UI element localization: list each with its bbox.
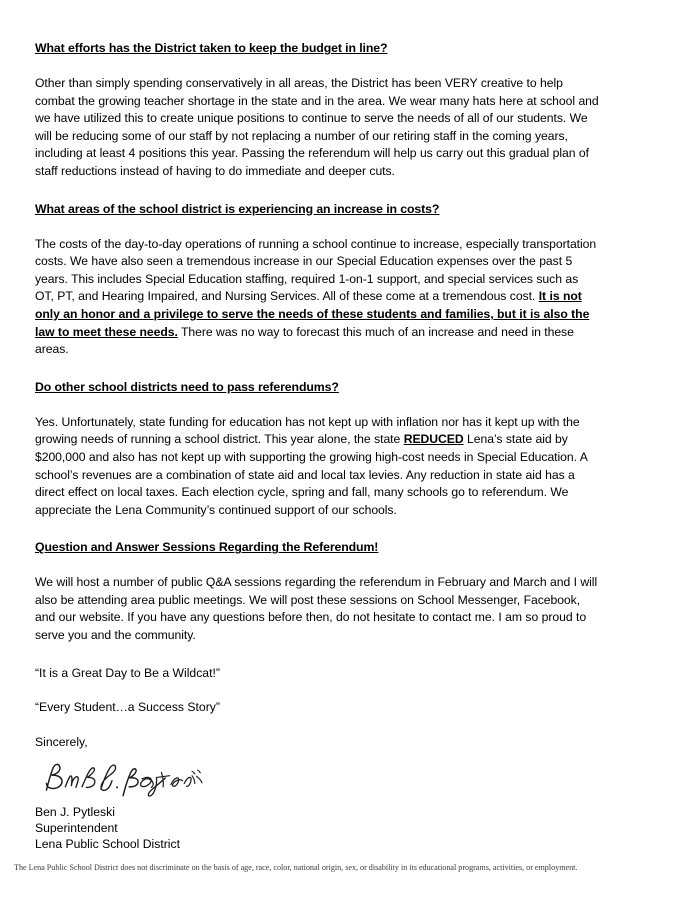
motto-quote-success-story: “Every Student…a Success Story” — [35, 700, 220, 715]
paragraph-text: We will host a number of public Q&A sessions regarding the referendum in February and March and I will also be attending area public meetings. We will post these sessions on School Messenger, Facebook, and our website. If you have any questions before then, do not hesitate to contact me. I am so proud to serve you and the community. — [35, 575, 598, 643]
spacer — [35, 58, 599, 75]
handwritten-signature-icon — [37, 759, 207, 799]
emphasis-text: It is not only an honor and a privilege to serve the needs of these students and families, but it is also the law to meet these needs. — [35, 289, 590, 339]
paragraph-text: Other than simply spending conservatively in all areas, the District has been VERY creative to help combat the growing teacher shortage in the state and in the area. We wear many hats here at school and we have utilized this to create unique positions to continue to serve the needs of all of our students. We will be reducing some of our staff by not replacing a number of our retiring staff in the coming years, including at least 4 positions this year. Passing the referendum will help us carry out this gradual plan of staff reductions instead of having to do immediate and deeper cuts. — [35, 76, 599, 178]
section-heading-text: Do other school districts need to pass referendums? — [35, 379, 339, 394]
section-heading-costs — [35, 201, 599, 217]
section-paragraph-costs — [35, 236, 599, 359]
document-body — [35, 40, 599, 852]
paragraph-text-lead: The costs of the day-to-day operations of running a school continue to increase, especially transportation costs. We have also seen a tremendous increase in our Special Education expenses over the past 5 years. This includes Special Education staffing, required 1-on-1 support, and special services such as OT, PT, and Hearing Impaired, and Nursing Services. All of these come at a tremendous cost. — [35, 236, 597, 304]
motto-quote-wildcat: “It is a Great Day to Be a Wildcat!” — [35, 665, 220, 680]
spacer — [35, 181, 599, 201]
signer-organization: Lena Public School District — [35, 836, 180, 851]
spacer — [35, 219, 599, 236]
section-paragraph-referendums — [35, 414, 599, 520]
paragraph-text-tail: There was no way to forecast this much of an increase and need in these areas. — [35, 324, 574, 357]
paragraph-text-lead: Yes. Unfortunately, state funding for education has not kept up with inflation nor has it kept up with the growing needs of running a school district. This year alone, the state — [35, 414, 580, 447]
signer-name: Ben J. Pytleski — [35, 805, 115, 820]
spacer — [35, 359, 599, 379]
section-heading-text: Question and Answer Sessions Regarding the Referendum! — [35, 540, 379, 555]
signer-title: Superintendent — [35, 821, 118, 836]
section-paragraph-budget — [35, 75, 599, 181]
spacer — [35, 645, 599, 665]
spacer — [35, 397, 599, 414]
section-heading-qa-sessions — [35, 539, 599, 555]
spacer — [35, 557, 599, 574]
section-heading-text: What efforts has the District taken to keep the budget in line? — [35, 41, 388, 55]
closing-salutation: Sincerely, — [35, 734, 88, 749]
spacer — [35, 682, 599, 699]
emphasis-text: REDUCED — [403, 432, 464, 447]
paragraph-text-tail: Lena’s state aid by $200,000 and also has not kept up with supporting the growing high-cost needs in Special Education. A school’s revenues are a combination of state aid and local tax levies. Any reduction in state aid has a direct effect on local taxes. Each election cycle, spring and fall, many schools go to referendum. We appreciate the Lena Community’s continued support of our schools. — [35, 432, 588, 517]
section-paragraph-qa-sessions — [35, 574, 599, 644]
section-heading-text: What areas of the school district is experiencing an increase in costs? — [35, 201, 440, 216]
section-heading-referendums — [35, 379, 599, 395]
spacer — [35, 519, 599, 539]
spacer — [35, 717, 599, 734]
section-heading-budget — [35, 40, 599, 56]
nondiscrimination-footer: The Lena Public School District does not discriminate on the basis of age, race, color, national origin, sex, or disability in its educational programs, activities, or employment. — [14, 863, 578, 872]
